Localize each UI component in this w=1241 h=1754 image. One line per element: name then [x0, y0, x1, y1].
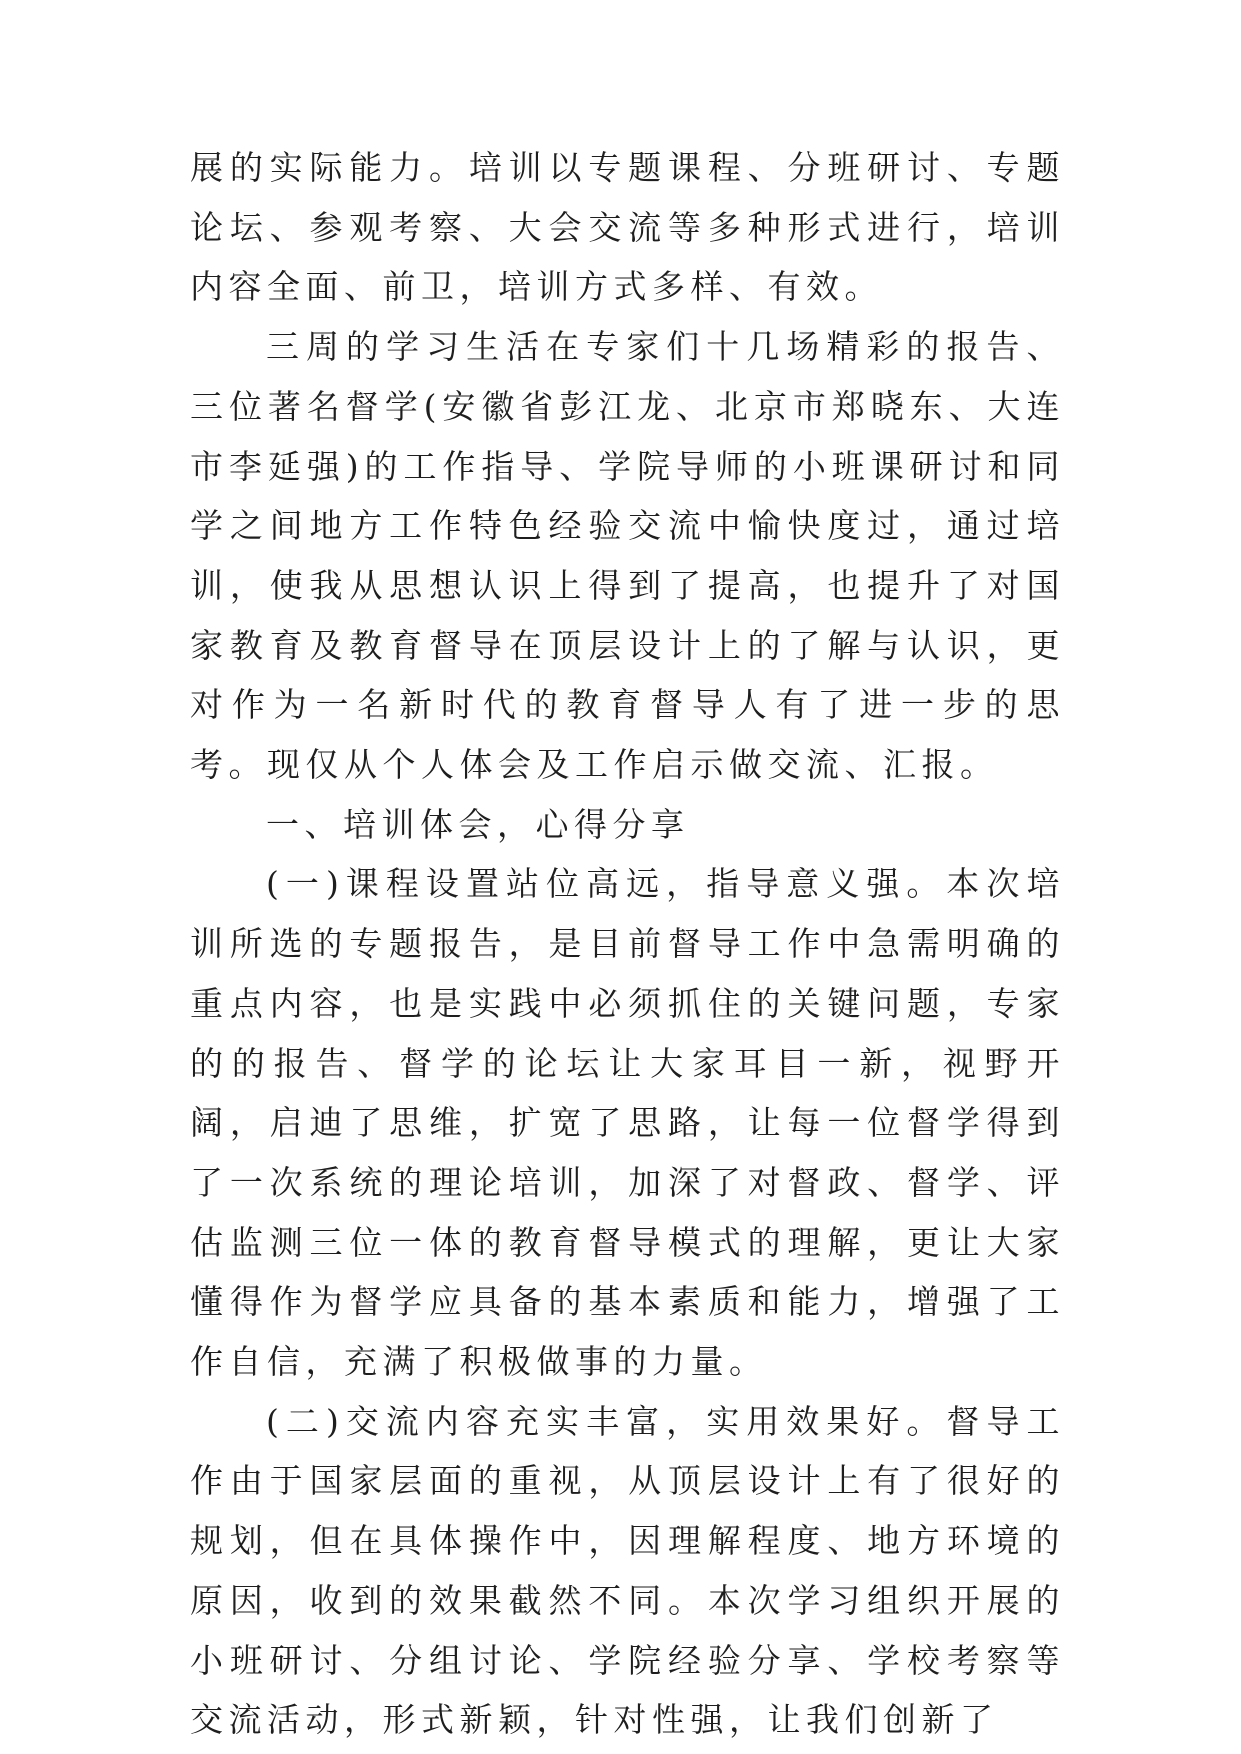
paragraph-training-format: 展的实际能力。培训以专题课程、分班研讨、专题论坛、参观考察、大会交流等多种形式进行，培训内容全面、前卫，培训方式多样、有效。 — [190, 148, 1065, 307]
section-heading-experience: 一、培训体会，心得分享 — [266, 804, 690, 844]
paragraph-study-life: 三周的学习生活在专家们十几场精彩的报告、三位著名督学(安徽省彭江龙、北京市郑晓东、大连市李延强)的工作指导、学院导师的小班课研讨和同学之间地方工作特色经验交流中愉快度过，通过培训，使我从思想认识上得到了提高，也提升了对国家教育及教育督导在顶层设计上的了解与认识，更对作为一名新时代的教育督导人有了进一步的思考。现仅从个人体会及工作启示做交流、汇报。 — [190, 327, 1065, 785]
document-body — [190, 138, 1065, 1750]
paragraph-exchange-content: (二)交流内容充实丰富，实用效果好。督导工作由于国家层面的重视，从顶层设计上有了很好的规划，但在具体操作中，因理解程度、地方环境的原因，收到的效果截然不同。本次学习组织开展的小班研讨、分组讨论、学院经验分享、学校考察等交流活动，形式新颖，针对性强，让我们创新了 — [190, 1401, 1065, 1740]
paragraph-course-design: (一)课程设置站位高远，指导意义强。本次培训所选的专题报告，是目前督导工作中急需明确的重点内容，也是实践中必须抓住的关键问题，专家的的报告、督学的论坛让大家耳目一新，视野开阔，启迪了思维，扩宽了思路，让每一位督学得到了一次系统的理论培训，加深了对督政、督学、评估监测三位一体的教育督导模式的理解，更让大家懂得作为督学应具备的基本素质和能力，增强了工作自信，充满了积极做事的力量。 — [190, 864, 1065, 1382]
